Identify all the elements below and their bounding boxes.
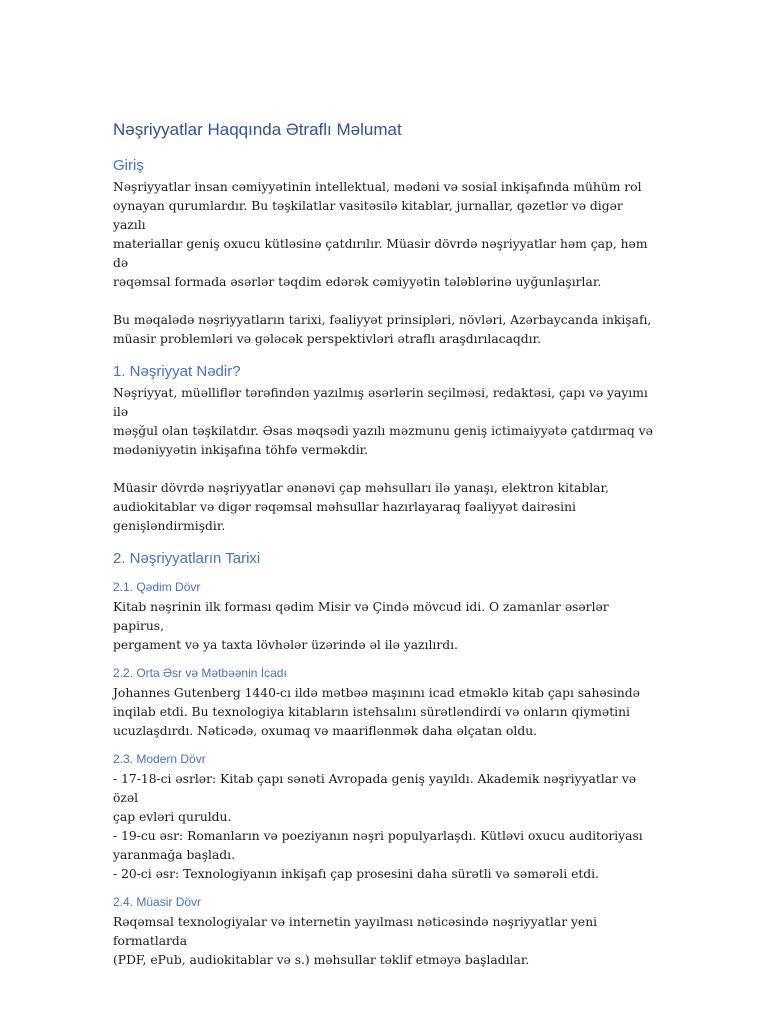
text-line: audiokitablar və digər rəqəmsal məhsullar hazırlayaraq fəaliyyət dairəsini bbox=[113, 500, 576, 514]
heading-subsection-2-1: 2.1. Qədim Dövr bbox=[113, 580, 201, 594]
text-line: inqilab etdi. Bu texnologiya kitabların istehsalını sürətləndirdi və onların qiymətini bbox=[113, 705, 630, 719]
section-1-paragraph-1 bbox=[113, 384, 653, 460]
text-line: mədəniyyətin inkişafına töhfə verməkdir. bbox=[113, 443, 369, 457]
intro-paragraph-1 bbox=[113, 178, 653, 292]
heading-subsection-2-4: 2.4. Müasir Dövr bbox=[113, 895, 202, 909]
subsection-2-4-paragraph bbox=[113, 913, 653, 970]
text-line: materiallar geniş oxucu kütləsinə çatdırılır. Müasir dövrdə nəşriyyatlar həm çap, həm də bbox=[113, 237, 648, 270]
heading-subsection-2-2: 2.2. Orta Əsr və Mətbəənin İcadı bbox=[113, 666, 287, 680]
subsection-2-2-paragraph bbox=[113, 684, 653, 741]
intro-paragraph-2 bbox=[113, 311, 653, 349]
text-line: Rəqəmsal texnologiyalar və internetin yayılması nəticəsində nəşriyyatlar yeni formatlarda bbox=[113, 915, 598, 948]
text-line: Bu məqalədə nəşriyyatların tarixi, fəaliyyət prinsipləri, növləri, Azərbaycanda inkişafı, bbox=[113, 313, 652, 327]
text-line: ucuzlaşdırdı. Nəticədə, oxumaq və maariflənmək daha əlçatan oldu. bbox=[113, 724, 538, 738]
text-line: Müasir dövrdə nəşriyyatlar ənənəvi çap məhsulları ilə yanaşı, elektron kitablar, bbox=[113, 481, 609, 495]
text-line: (PDF, ePub, audiokitablar və s.) məhsullar təklif etməyə başladılar. bbox=[113, 953, 530, 967]
subsection-2-1-paragraph bbox=[113, 598, 653, 655]
document-page bbox=[113, 118, 653, 970]
heading-subsection-2-3: 2.3. Modern Dövr bbox=[113, 752, 206, 766]
heading-section-2: 2. Nəşriyyatların Tarixi bbox=[113, 550, 261, 567]
heading-section-1: 1. Nəşriyyat Nədir? bbox=[113, 363, 241, 380]
text-line: - 20-ci əsr: Texnologiyanın inkişafı çap prosesini daha sürətli və səmərəli etdi. bbox=[113, 867, 599, 881]
text-line: - 19-cu əsr: Romanların və poeziyanın nəşri populyarlaşdı. Kütləvi oxucu auditoriyası bbox=[113, 829, 643, 843]
text-line: genişləndirmişdir. bbox=[113, 519, 226, 533]
section-1-paragraph-2 bbox=[113, 479, 653, 536]
heading-intro: Giriş bbox=[113, 157, 144, 174]
text-line: oynayan qurumlardır. Bu təşkilatlar vasitəsilə kitablar, jurnallar, qəzetlər və digər yazılı bbox=[113, 199, 623, 232]
text-line: Kitab nəşrinin ilk forması qədim Misir və Çində mövcud idi. O zamanlar əsərlər papirus, bbox=[113, 600, 609, 633]
subsection-2-3-paragraph bbox=[113, 770, 653, 884]
text-line: çap evləri quruldu. bbox=[113, 810, 232, 824]
text-line: məşğul olan təşkilatdır. Əsas məqsədi yazılı məzmunu geniş ictimaiyyətə çatdırmaq və bbox=[113, 424, 653, 438]
text-line: yaranmağa başladı. bbox=[113, 848, 236, 862]
text-line: Nəşriyyat, müəlliflər tərəfindən yazılmış əsərlərin seçilməsi, redaktəsi, çapı və yayımı ilə bbox=[113, 386, 648, 419]
document-title: Nəşriyyatlar Haqqında Ətraflı Məlumat bbox=[113, 120, 402, 139]
text-line: müasir problemləri və gələcək perspektivləri ətraflı araşdırılacaqdır. bbox=[113, 332, 542, 346]
text-line: - 17-18-ci əsrlər: Kitab çapı sənəti Avropada geniş yayıldı. Akademik nəşriyyatlar və özəl bbox=[113, 772, 637, 805]
text-line: rəqəmsal formada əsərlər təqdim edərək cəmiyyətin tələblərinə uyğunlaşırlar. bbox=[113, 275, 602, 289]
text-line: pergament və ya taxta lövhələr üzərində əl ilə yazılırdı. bbox=[113, 638, 458, 652]
text-line: Johannes Gutenberg 1440-cı ildə mətbəə maşınını icad etməklə kitab çapı sahəsində bbox=[113, 686, 640, 700]
text-line: Nəşriyyatlar insan cəmiyyətinin intellektual, mədəni və sosial inkişafında mühüm rol bbox=[113, 180, 642, 194]
